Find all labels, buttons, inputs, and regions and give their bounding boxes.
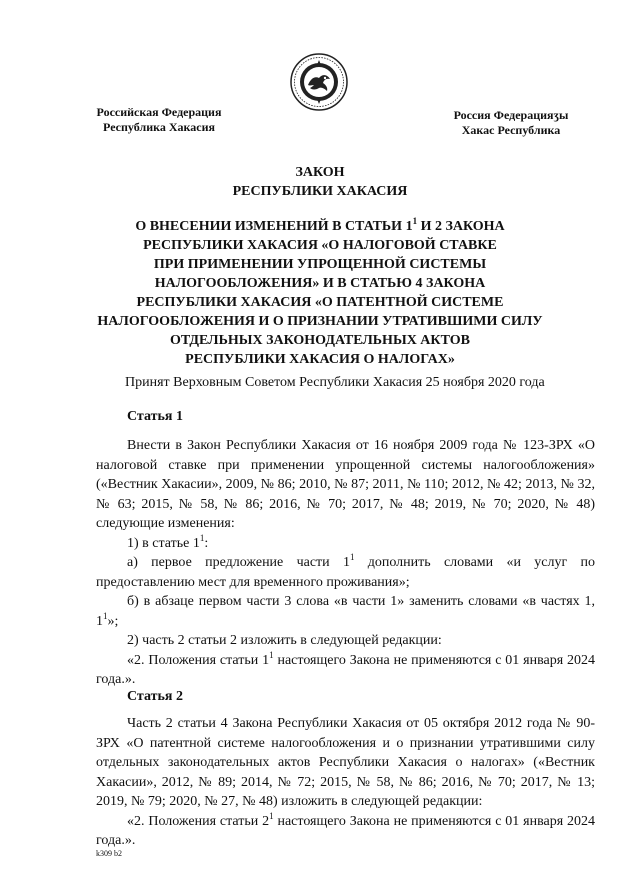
superscript: 1 bbox=[412, 216, 418, 226]
header-left-republic: Республика Хакасия bbox=[103, 120, 215, 134]
law-subject-title bbox=[90, 217, 550, 369]
quote-text-end: настоящего Закона не применяются с 01 января 2024 года.». bbox=[96, 813, 596, 848]
coat-of-arms-icon bbox=[289, 52, 349, 112]
subject-line-7: ОТДЕЛЬНЫХ ЗАКОНОДАТЕЛЬНЫХ АКТОВ bbox=[170, 333, 470, 348]
article-1-item-1a bbox=[96, 553, 595, 592]
item-1-text: 1) в статье 1 bbox=[127, 535, 200, 551]
superscript: 1 bbox=[103, 610, 108, 621]
adoption-statement: Принят Верховным Советом Республики Хакасия 25 ноября 2020 года bbox=[125, 375, 545, 390]
header-right bbox=[436, 108, 586, 138]
header-left-country: Российская Федерация bbox=[96, 105, 222, 119]
subject-line-8: РЕСПУБЛИКИ ХАКАСИЯ О НАЛОГАХ» bbox=[185, 352, 455, 367]
article-1-heading: Статья 1 bbox=[127, 409, 183, 424]
item-1a-text-start: а) первое предложение части 1 bbox=[127, 555, 350, 570]
subject-line-4: НАЛОГООБЛОЖЕНИЯ» И В СТАТЬЮ 4 ЗАКОНА bbox=[154, 276, 486, 291]
article-2-quote bbox=[96, 812, 595, 851]
subject-line-3: ПРИ ПРИМЕНЕНИИ УПРОЩЕННОЙ СИСТЕМЫ bbox=[153, 257, 487, 272]
item-1a-text-end: дополнить словами «и услуг по предоставлению мест для временного проживания»; bbox=[96, 555, 595, 590]
superscript: 1 bbox=[269, 810, 274, 821]
quote-text-end: настоящего Закона не применяются с 01 января 2024 года.». bbox=[96, 652, 596, 687]
header-left bbox=[84, 105, 234, 135]
subject-line-1a: О ВНЕСЕНИИ ИЗМЕНЕНИЙ В СТАТЬИ 1 bbox=[135, 219, 413, 234]
article-2-body bbox=[96, 714, 595, 851]
article-1-item-2: 2) часть 2 статьи 2 изложить в следующей редакции: bbox=[127, 633, 442, 648]
subject-line-5: РЕСПУБЛИКИ ХАКАСИЯ «О ПАТЕНТНОЙ СИСТЕМЕ bbox=[136, 295, 504, 310]
article-1-intro: Внести в Закон Республики Хакасия от 16 ноября 2009 года № 123-ЗРХ «О налоговой ставке при применении упрощенной системы налогообложения» («Вестник Хакасии», 2009, № 86; 2010, № 87; 2011, № 110; 2012, № 42; 2013, № 32, № 63; 2015, № 58, № 86; 2016, № 70; 2017, № 48; 2019, № 70; 2020, № 48) следующие изменения: bbox=[96, 438, 595, 531]
article-1-quote bbox=[96, 651, 595, 690]
header-right-country: Россия Федерацияӡы bbox=[453, 108, 569, 122]
article-1-item-1 bbox=[96, 534, 595, 554]
item-1-colon: : bbox=[204, 535, 209, 551]
header-right-republic: Хакас Республика bbox=[461, 123, 561, 137]
article-1-body bbox=[96, 436, 595, 690]
document-issuer: РЕСПУБЛИКИ ХАКАСИЯ bbox=[232, 184, 408, 199]
article-2-intro: Часть 2 статьи 4 Закона Республики Хакасия от 05 октября 2012 года № 90-ЗРХ «О патентной системе налогообложения и о признании утратившими силу отдельных законодательных актов Республики Хакасия о налогах» («Вестник Хакасии», 2012, № 89; 2014, № 72; 2015, № 58, № 86; 2016, № 70; 2017, № 13; 2019, № 79; 2020, № 27, № 48) изложить в следующей редакции: bbox=[96, 716, 595, 809]
subject-line-2: РЕСПУБЛИКИ ХАКАСИЯ «О НАЛОГОВОЙ СТАВКЕ bbox=[143, 238, 497, 253]
superscript: 1 bbox=[349, 552, 355, 562]
subject-line-1b: И 2 ЗАКОНА bbox=[417, 219, 505, 234]
subject-line-1 bbox=[90, 217, 550, 236]
document-type: ЗАКОН bbox=[295, 165, 345, 180]
item-1b-text-start: б) в абзаце первом части 3 слова «в части 1» заменить словами «в частях 1, 1 bbox=[96, 594, 595, 629]
article-2-heading: Статья 2 bbox=[127, 689, 183, 704]
quote-text-start: «2. Положения статьи 1 bbox=[127, 652, 270, 668]
quote-text-start: «2. Положения статьи 2 bbox=[127, 813, 270, 829]
item-1b-text-end: »; bbox=[107, 613, 119, 629]
footer-code: k309 b2 bbox=[96, 849, 122, 858]
subject-line-6: НАЛОГООБЛОЖЕНИЯ И О ПРИЗНАНИИ УТРАТИВШИМИ СИЛУ bbox=[97, 314, 543, 329]
superscript: 1 bbox=[199, 532, 205, 543]
superscript: 1 bbox=[269, 649, 274, 660]
article-1-item-1b bbox=[96, 592, 595, 631]
